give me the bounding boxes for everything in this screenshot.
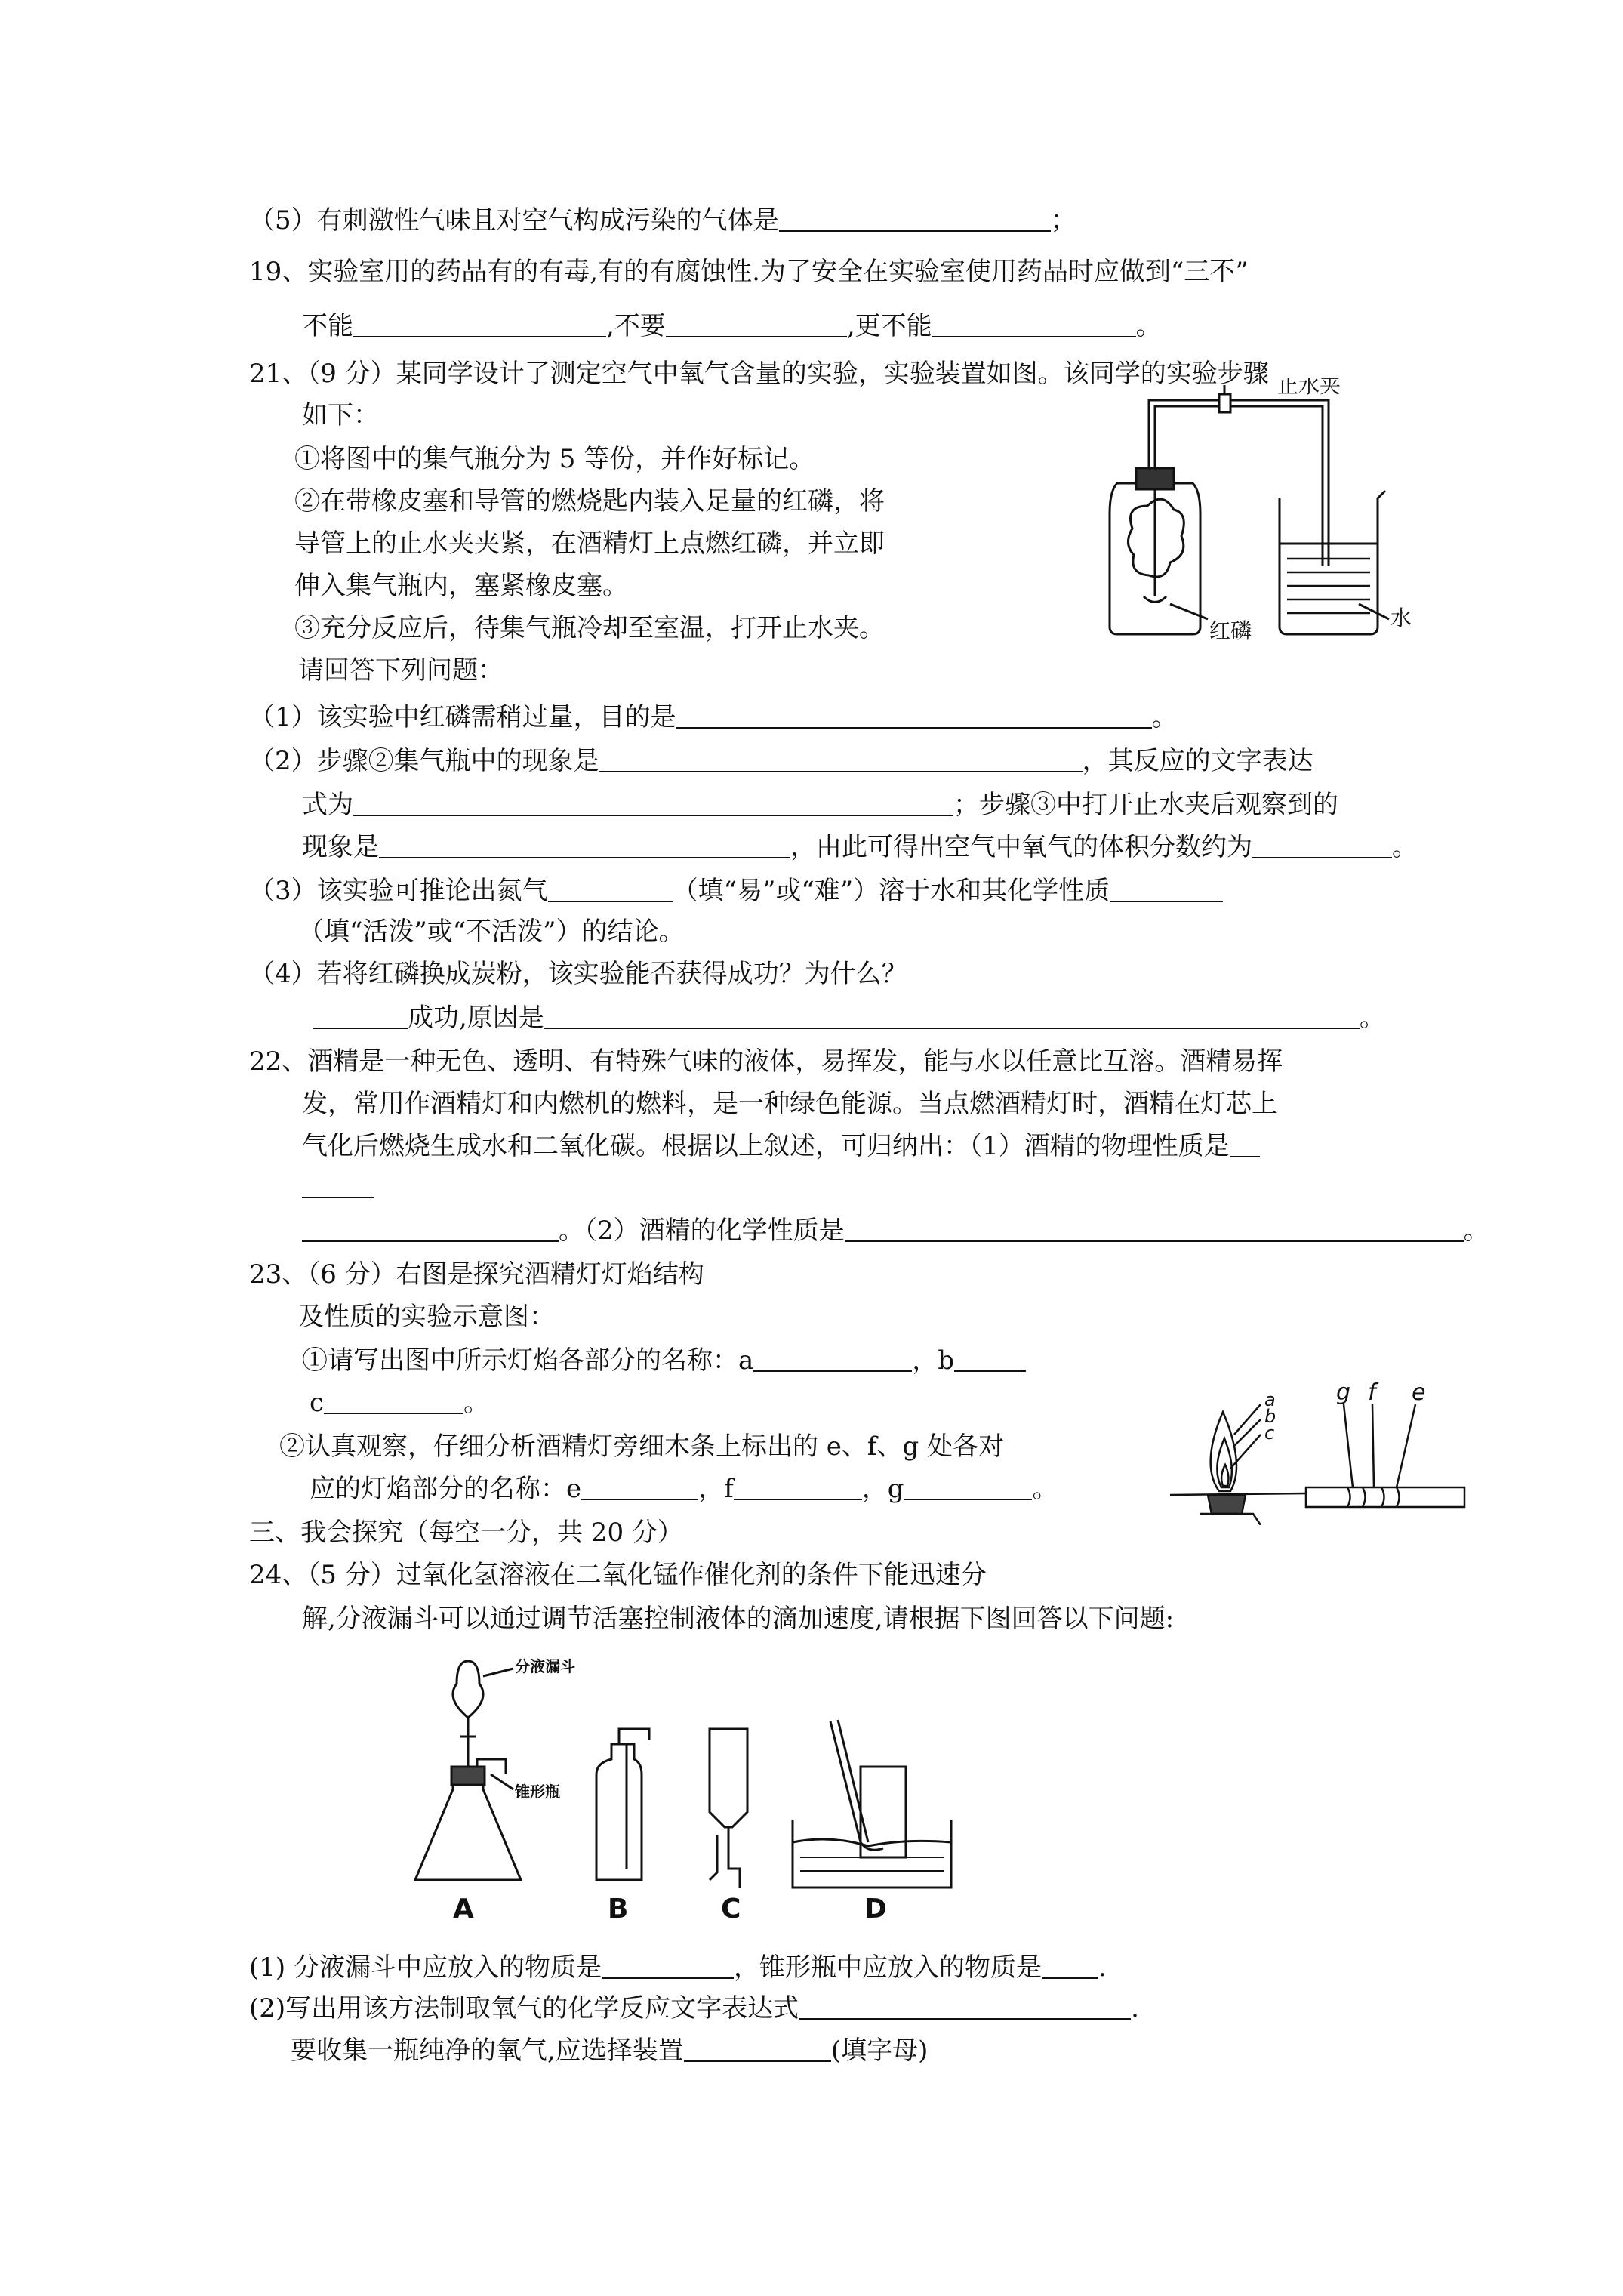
label-a: A xyxy=(453,1894,474,1925)
q22-line1: 22、酒精是一种无色、透明、有特殊气味的液体，易挥发，能与水以任意比互溶。酒精易挥 xyxy=(249,1046,1283,1077)
blank[interactable] xyxy=(599,748,1083,772)
q21-2b: 式为 ；步骤③中打开止水夹后观察到的 xyxy=(302,790,1338,820)
q24-line2: 解,分液漏斗可以通过调节活塞控制液体的滴加速度,请根据下图回答以下问题: xyxy=(302,1604,1175,1634)
q21-step1: ①将图中的集气瓶分为 5 等份，并作好标记。 xyxy=(294,444,815,474)
blank[interactable] xyxy=(779,208,1051,232)
blank[interactable] xyxy=(313,1005,408,1029)
q21-step2b: 导管上的止水夹夹紧，在酒精灯上点燃红磷，并立即 xyxy=(294,529,885,559)
q23-line1: 23、（6 分）右图是探究酒精灯灯焰结构 xyxy=(249,1259,704,1290)
q21-steps-intro: 如下： xyxy=(302,400,379,430)
blank[interactable] xyxy=(666,313,847,337)
bottle-b xyxy=(596,1744,642,1880)
blank[interactable] xyxy=(904,1476,1032,1500)
q19-answer-line: 不能 ,不要 ,更不能 。 xyxy=(302,311,1162,341)
blank[interactable] xyxy=(1042,1955,1098,1979)
q22-line3: 气化后燃烧生成水和二氧化碳。根据以上叙述，可归纳出：（1）酒精的物理性质是 xyxy=(302,1131,1260,1161)
label-d: D xyxy=(864,1894,887,1925)
q21-2a: （2）步骤②集气瓶中的现象是 ，其反应的文字表达 xyxy=(249,746,1313,776)
blank[interactable] xyxy=(954,1348,1026,1372)
q21-2c: 现象是 ，由此可得出空气中氧气的体积分数约为 。 xyxy=(302,832,1418,862)
blank[interactable] xyxy=(1252,834,1392,858)
q21-3b: （填“活泼”或“不活泼”）的结论。 xyxy=(298,917,685,947)
q24-2b: 要收集一瓶纯净的氧气,应选择装置 (填字母) xyxy=(291,2036,929,2066)
q18-5-line: （5）有刺激性气味且对空气构成污染的气体是 ； xyxy=(249,205,1076,236)
wooden-stick xyxy=(1306,1487,1464,1507)
blank[interactable] xyxy=(676,704,1152,729)
blank[interactable] xyxy=(684,2038,831,2062)
q23-1a: ①请写出图中所示灯焰各部分的名称：a ，b xyxy=(302,1345,1026,1376)
blank[interactable] xyxy=(302,1174,374,1198)
blank[interactable] xyxy=(799,1996,1131,2020)
blank[interactable] xyxy=(1230,1133,1260,1157)
stick-label-e: e xyxy=(1412,1382,1426,1406)
bottle-c xyxy=(710,1729,747,1827)
flame-inner xyxy=(1221,1465,1228,1486)
stick-label-f: f xyxy=(1368,1382,1376,1406)
q23-1b: c 。 xyxy=(310,1388,490,1418)
oxygen-apparatus-figure xyxy=(1079,378,1412,649)
q24-1: (1) 分液漏斗中应放入的物质是 ，锥形瓶中应放入的物质是 . xyxy=(249,1952,1107,1983)
label-b: B xyxy=(608,1894,629,1925)
blank[interactable] xyxy=(932,313,1136,337)
blank[interactable] xyxy=(353,313,606,337)
blank[interactable] xyxy=(324,1390,463,1414)
q22-line2: 发，常用作酒精灯和内燃机的燃料，是一种绿色能源。当点燃酒精灯时，酒精在灯芯上 xyxy=(302,1089,1277,1119)
blank[interactable] xyxy=(353,792,953,816)
q21-intro: 21、（9 分）某同学设计了测定空气中氧气含量的实验，实验装置如图。该同学的实验步骤 xyxy=(249,359,1269,389)
q21-4-answer: 成功,原因是 。 xyxy=(313,1003,1385,1033)
q22-line4 xyxy=(302,1172,374,1202)
q23-line2: 及性质的实验示意图： xyxy=(298,1302,555,1332)
gas-apparatus-figure xyxy=(408,1653,1087,1933)
label-c: C xyxy=(721,1894,741,1925)
blank[interactable] xyxy=(581,1476,698,1500)
blank[interactable] xyxy=(544,1005,1360,1029)
flame-middle xyxy=(1217,1438,1231,1487)
q21-3a: （3）该实验可推论出氮气 （填“易”或“难”）溶于水和其化学性质 xyxy=(249,876,1223,906)
clamp xyxy=(1219,394,1230,412)
funnel-label: 分液漏斗 xyxy=(515,1657,575,1675)
phosphorus-label: 红磷 xyxy=(1209,618,1252,643)
blank[interactable] xyxy=(753,1348,912,1372)
q21-step2c: 伸入集气瓶内，塞紧橡皮塞。 xyxy=(294,571,628,601)
trough-d xyxy=(793,1820,951,1888)
q19-line: 19、实验室用的药品有的有毒,有的有腐蚀性.为了安全在实验室使用药品时应做到“三不” xyxy=(249,257,1249,287)
blank[interactable] xyxy=(1110,878,1223,902)
q21-4: （4）若将红磷换成炭粉，该实验能否获得成功？为什么？ xyxy=(249,959,907,989)
blank[interactable] xyxy=(602,1955,734,1979)
water-label: 水 xyxy=(1390,606,1412,630)
q22-line5: 。（2）酒精的化学性质是 。 xyxy=(302,1216,1489,1246)
separatory-funnel xyxy=(453,1661,483,1718)
blank[interactable] xyxy=(379,834,790,858)
rubber-stopper xyxy=(1136,468,1174,489)
q21-prompt: 请回答下列问题： xyxy=(298,655,504,686)
flame-label-c: c xyxy=(1264,1422,1275,1444)
q24-line1: 24、（5 分）过氧化氢溶液在二氧化锰作催化剂的条件下能迅速分 xyxy=(249,1560,987,1590)
flame-label-a: a xyxy=(1264,1389,1276,1410)
blank[interactable] xyxy=(845,1218,1464,1242)
q21-step2a: ②在带橡皮塞和导管的燃烧匙内装入足量的红磷，将 xyxy=(294,486,885,516)
q21-step3: ③充分反应后，待集气瓶冷却至室温，打开止水夹。 xyxy=(294,613,885,643)
flame-label-b: b xyxy=(1264,1406,1277,1427)
q21-1: （1）该实验中红磷需稍过量，目的是 。 xyxy=(249,702,1178,732)
q24-2a: (2)写出用该方法制取氧气的化学反应文字表达式 . xyxy=(249,1993,1139,2023)
section-three-heading: 三、我会探究（每空一分，共 20 分） xyxy=(249,1518,683,1548)
flask-label: 锥形瓶 xyxy=(515,1783,560,1801)
flame-outer xyxy=(1211,1412,1236,1491)
stick-label-g: g xyxy=(1336,1382,1351,1406)
q23-2a: ②认真观察，仔细分析酒精灯旁细木条上标出的 e、f、g 处各对 xyxy=(279,1432,1005,1462)
q23-2b: 应的灯焰部分的名称：e ，f ，g 。 xyxy=(310,1474,1058,1504)
blank[interactable] xyxy=(734,1476,862,1500)
blank[interactable] xyxy=(548,878,673,902)
clamp-label: 止水夹 xyxy=(1277,378,1341,398)
blank[interactable] xyxy=(302,1218,559,1242)
flame-figure xyxy=(1155,1382,1472,1525)
